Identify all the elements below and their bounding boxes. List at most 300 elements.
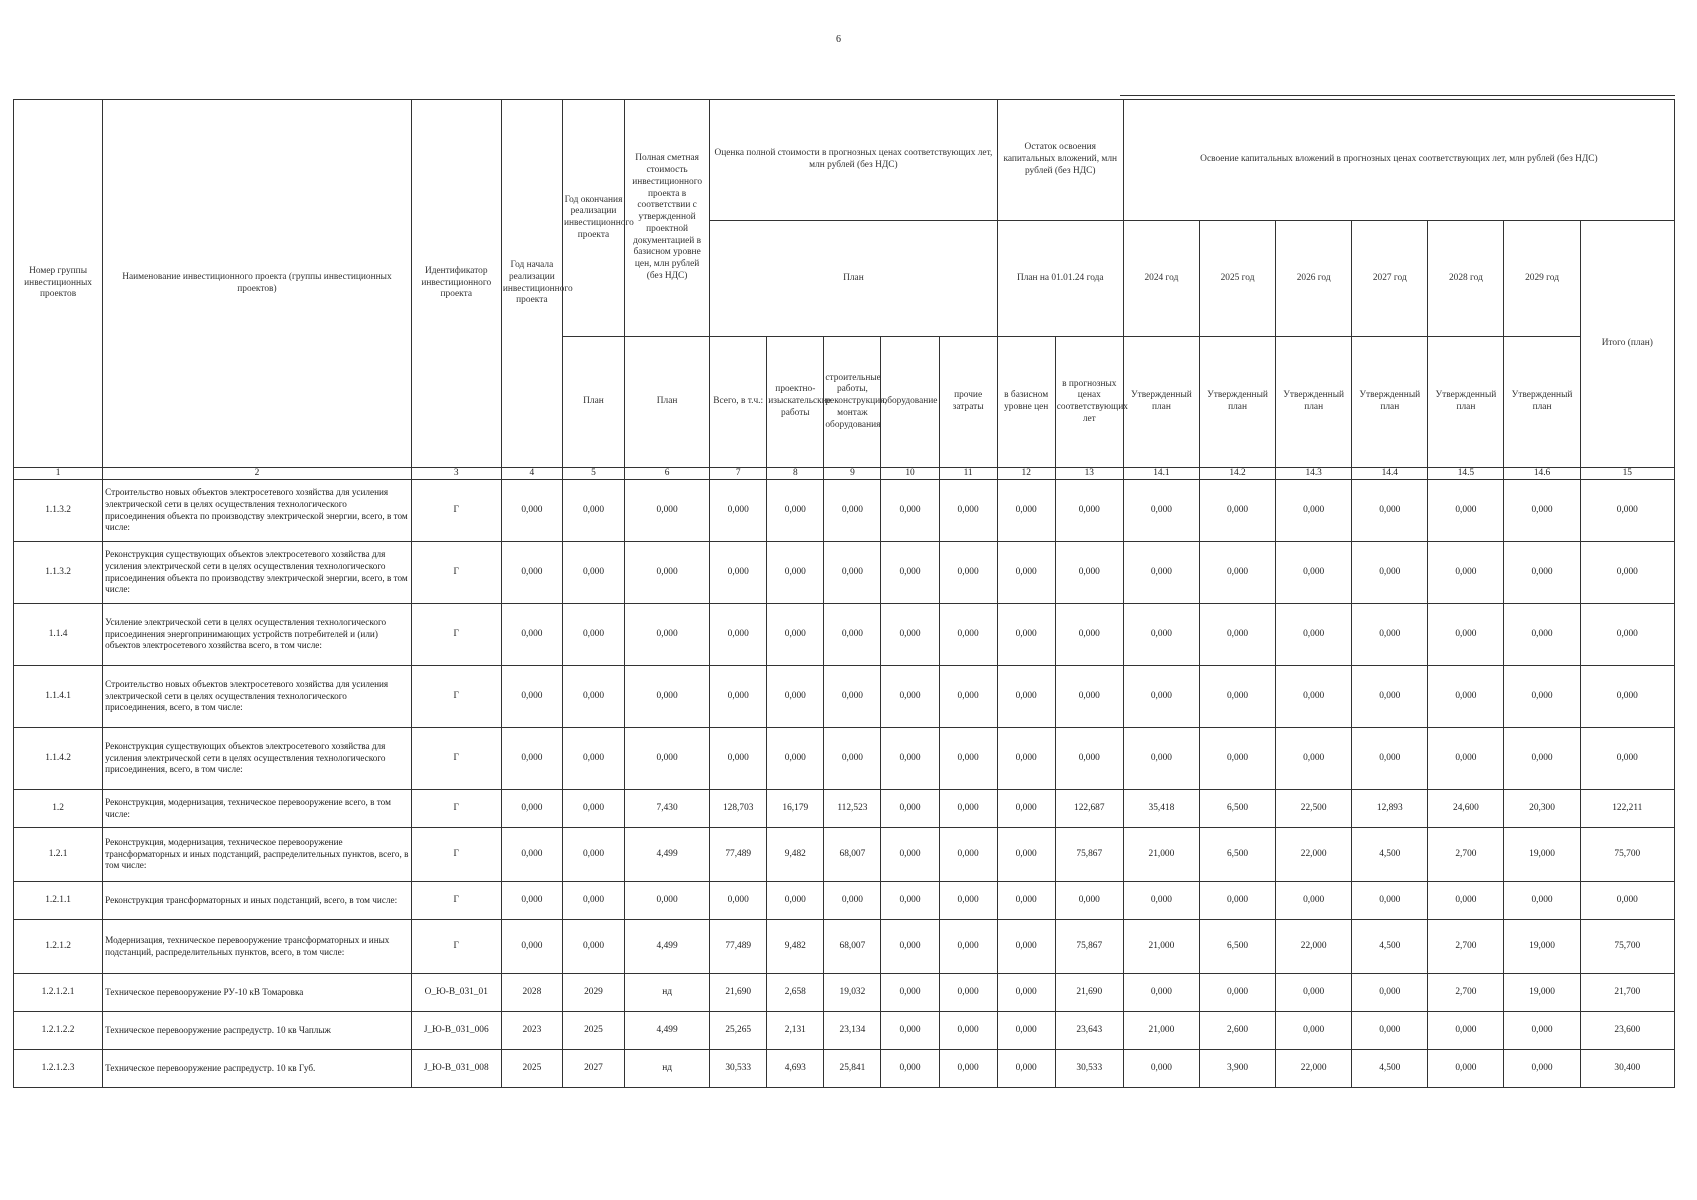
row-2027: 0,000 xyxy=(1352,666,1428,728)
row-name: Реконструкция трансформаторных и иных подстанций, всего, в том числе: xyxy=(103,882,412,920)
row-2025: 2,600 xyxy=(1199,1012,1275,1050)
table-body xyxy=(14,480,1675,1088)
row-basis: 0,000 xyxy=(997,790,1055,828)
header-plan: План xyxy=(710,221,997,337)
table-row xyxy=(14,974,1675,1012)
row-identifier: Г xyxy=(411,882,501,920)
row-name: Реконструкция существующих объектов электросетевого хозяйства для усиления электрической сети в целях осуществления технологического присоединения объекта по производству электрической энергии, всего, в том числе: xyxy=(103,542,412,604)
row-total: 122,211 xyxy=(1580,790,1674,828)
row-basis: 0,000 xyxy=(997,828,1055,882)
column-number: 11 xyxy=(939,468,997,480)
row-2026: 0,000 xyxy=(1276,542,1352,604)
row-2024: 0,000 xyxy=(1123,974,1199,1012)
row-construction: 68,007 xyxy=(824,920,881,974)
row-number: 1.1.4.1 xyxy=(14,666,103,728)
header-year-2029: 2029 год xyxy=(1504,221,1580,337)
row-2029: 0,000 xyxy=(1504,666,1580,728)
row-number: 1.1.3.2 xyxy=(14,542,103,604)
row-year-end: 0,000 xyxy=(562,728,624,790)
row-other: 0,000 xyxy=(939,666,997,728)
column-number: 14.5 xyxy=(1428,468,1504,480)
row-year-start: 0,000 xyxy=(501,790,562,828)
row-full-cost: 4,499 xyxy=(625,828,710,882)
row-full-cost: 0,000 xyxy=(625,882,710,920)
row-2025: 0,000 xyxy=(1199,666,1275,728)
row-forecast: 75,867 xyxy=(1055,920,1123,974)
column-number: 14.4 xyxy=(1352,468,1428,480)
row-year-end: 0,000 xyxy=(562,920,624,974)
header-construction: строительные работы, реконструкция, монтаж оборудования xyxy=(824,337,881,468)
row-design: 0,000 xyxy=(767,666,824,728)
row-2026: 22,500 xyxy=(1276,790,1352,828)
header-approved-2025: Утвержденный план xyxy=(1199,337,1275,468)
row-number: 1.1.4.2 xyxy=(14,728,103,790)
row-2028: 0,000 xyxy=(1428,666,1504,728)
row-equipment: 0,000 xyxy=(881,974,939,1012)
row-2024: 35,418 xyxy=(1123,790,1199,828)
top-rule xyxy=(1120,95,1675,96)
row-identifier: J_Ю-В_031_006 xyxy=(411,1012,501,1050)
row-2028: 0,000 xyxy=(1428,1050,1504,1088)
row-total: 30,400 xyxy=(1580,1050,1674,1088)
row-2029: 0,000 xyxy=(1504,1050,1580,1088)
row-year-end: 0,000 xyxy=(562,604,624,666)
row-design: 9,482 xyxy=(767,920,824,974)
row-construction: 23,134 xyxy=(824,1012,881,1050)
row-equipment: 0,000 xyxy=(881,882,939,920)
row-year-start: 2025 xyxy=(501,1050,562,1088)
row-full-cost: нд xyxy=(625,1050,710,1088)
row-total-incl: 0,000 xyxy=(710,604,767,666)
header-year-2028: 2028 год xyxy=(1428,221,1504,337)
table-row xyxy=(14,480,1675,542)
table-row xyxy=(14,882,1675,920)
column-number: 14.2 xyxy=(1199,468,1275,480)
row-basis: 0,000 xyxy=(997,1050,1055,1088)
row-2027: 12,893 xyxy=(1352,790,1428,828)
row-2025: 0,000 xyxy=(1199,882,1275,920)
row-other: 0,000 xyxy=(939,728,997,790)
row-other: 0,000 xyxy=(939,974,997,1012)
row-other: 0,000 xyxy=(939,480,997,542)
row-2026: 0,000 xyxy=(1276,604,1352,666)
row-2029: 19,000 xyxy=(1504,920,1580,974)
row-2024: 21,000 xyxy=(1123,920,1199,974)
row-2025: 0,000 xyxy=(1199,542,1275,604)
row-year-start: 0,000 xyxy=(501,728,562,790)
row-2028: 2,700 xyxy=(1428,974,1504,1012)
row-2029: 0,000 xyxy=(1504,728,1580,790)
row-other: 0,000 xyxy=(939,828,997,882)
header-name: Наименование инвестиционного проекта (группы инвестиционных проектов) xyxy=(103,100,412,468)
table-row xyxy=(14,1012,1675,1050)
row-equipment: 0,000 xyxy=(881,790,939,828)
row-year-end: 0,000 xyxy=(562,666,624,728)
row-design: 2,658 xyxy=(767,974,824,1012)
header-year-start: Год начала реализации инвестиционного проекта xyxy=(501,100,562,468)
column-number: 5 xyxy=(562,468,624,480)
row-identifier: Г xyxy=(411,542,501,604)
row-construction: 0,000 xyxy=(824,882,881,920)
row-forecast: 0,000 xyxy=(1055,480,1123,542)
row-name: Реконструкция, модернизация, техническое перевооружение трансформаторных и иных подстанций, распределительных пунктов, всего, в том числе: xyxy=(103,828,412,882)
table-row xyxy=(14,666,1675,728)
row-equipment: 0,000 xyxy=(881,920,939,974)
row-equipment: 0,000 xyxy=(881,828,939,882)
row-total-incl: 77,489 xyxy=(710,828,767,882)
column-number: 6 xyxy=(625,468,710,480)
header-approved-2029: Утвержденный план xyxy=(1504,337,1580,468)
row-design: 0,000 xyxy=(767,882,824,920)
row-identifier: О_Ю-В_031_01 xyxy=(411,974,501,1012)
row-construction: 112,523 xyxy=(824,790,881,828)
row-year-start: 2028 xyxy=(501,974,562,1012)
header-equipment: оборудование xyxy=(881,337,939,468)
row-year-start: 0,000 xyxy=(501,920,562,974)
row-2024: 0,000 xyxy=(1123,728,1199,790)
header-approved-2024: Утвержденный план xyxy=(1123,337,1199,468)
row-year-start: 2023 xyxy=(501,1012,562,1050)
header-year-2024: 2024 год xyxy=(1123,221,1199,337)
row-full-cost: 7,430 xyxy=(625,790,710,828)
row-2029: 0,000 xyxy=(1504,1012,1580,1050)
row-full-cost: 0,000 xyxy=(625,480,710,542)
row-forecast: 0,000 xyxy=(1055,882,1123,920)
row-total: 0,000 xyxy=(1580,542,1674,604)
row-construction: 0,000 xyxy=(824,666,881,728)
header-plan-col5: План xyxy=(562,337,624,468)
row-2025: 0,000 xyxy=(1199,974,1275,1012)
row-identifier: Г xyxy=(411,790,501,828)
header-remainder: Остаток освоения капитальных вложений, млн рублей (без НДС) xyxy=(997,100,1123,221)
row-2028: 0,000 xyxy=(1428,728,1504,790)
row-name: Строительство новых объектов электросетевого хозяйства для усиления электрической сети в целях осуществления технологического присоединения, всего, в том числе: xyxy=(103,666,412,728)
row-2027: 0,000 xyxy=(1352,882,1428,920)
row-name: Техническое перевооружение распредустр. 10 кв Чаплыж xyxy=(103,1012,412,1050)
table-row xyxy=(14,604,1675,666)
row-year-start: 0,000 xyxy=(501,480,562,542)
row-basis: 0,000 xyxy=(997,480,1055,542)
row-2026: 22,000 xyxy=(1276,828,1352,882)
row-equipment: 0,000 xyxy=(881,542,939,604)
row-forecast: 122,687 xyxy=(1055,790,1123,828)
row-2029: 19,000 xyxy=(1504,974,1580,1012)
row-design: 0,000 xyxy=(767,480,824,542)
row-2025: 0,000 xyxy=(1199,728,1275,790)
row-total: 0,000 xyxy=(1580,604,1674,666)
column-number: 7 xyxy=(710,468,767,480)
row-design: 0,000 xyxy=(767,542,824,604)
row-number: 1.2.1.2.2 xyxy=(14,1012,103,1050)
row-2026: 0,000 xyxy=(1276,974,1352,1012)
row-equipment: 0,000 xyxy=(881,1050,939,1088)
row-total: 75,700 xyxy=(1580,828,1674,882)
row-design: 16,179 xyxy=(767,790,824,828)
row-total-incl: 25,265 xyxy=(710,1012,767,1050)
row-design: 0,000 xyxy=(767,728,824,790)
row-forecast: 30,533 xyxy=(1055,1050,1123,1088)
header-design: проектно-изыскательские работы xyxy=(767,337,824,468)
row-equipment: 0,000 xyxy=(881,666,939,728)
column-number: 12 xyxy=(997,468,1055,480)
table-row xyxy=(14,728,1675,790)
row-2028: 0,000 xyxy=(1428,882,1504,920)
row-equipment: 0,000 xyxy=(881,1012,939,1050)
row-total: 0,000 xyxy=(1580,882,1674,920)
row-year-end: 0,000 xyxy=(562,790,624,828)
header-development: Освоение капитальных вложений в прогнозных ценах соответствующих лет, млн рублей (без НДС) xyxy=(1123,100,1674,221)
row-2029: 19,000 xyxy=(1504,828,1580,882)
row-total: 21,700 xyxy=(1580,974,1674,1012)
investment-table xyxy=(13,99,1675,1088)
row-total: 23,600 xyxy=(1580,1012,1674,1050)
row-basis: 0,000 xyxy=(997,666,1055,728)
header-total-plan: Итого (план) xyxy=(1580,221,1674,468)
column-number: 13 xyxy=(1055,468,1123,480)
row-name: Реконструкция, модернизация, техническое перевооружение всего, в том числе: xyxy=(103,790,412,828)
row-total-incl: 0,000 xyxy=(710,542,767,604)
table-row xyxy=(14,542,1675,604)
row-full-cost: 0,000 xyxy=(625,542,710,604)
row-identifier: Г xyxy=(411,666,501,728)
row-2028: 0,000 xyxy=(1428,604,1504,666)
row-year-start: 0,000 xyxy=(501,666,562,728)
row-total: 75,700 xyxy=(1580,920,1674,974)
row-2025: 6,500 xyxy=(1199,920,1275,974)
row-identifier: Г xyxy=(411,920,501,974)
row-total-incl: 0,000 xyxy=(710,728,767,790)
row-basis: 0,000 xyxy=(997,974,1055,1012)
column-number: 14.6 xyxy=(1504,468,1580,480)
column-numbers-row xyxy=(14,468,1675,480)
header-approved-2028: Утвержденный план xyxy=(1428,337,1504,468)
row-year-start: 0,000 xyxy=(501,542,562,604)
row-2027: 4,500 xyxy=(1352,920,1428,974)
row-2026: 0,000 xyxy=(1276,480,1352,542)
row-forecast: 0,000 xyxy=(1055,666,1123,728)
row-equipment: 0,000 xyxy=(881,728,939,790)
row-total: 0,000 xyxy=(1580,666,1674,728)
header-approved-2027: Утвержденный план xyxy=(1352,337,1428,468)
row-construction: 25,841 xyxy=(824,1050,881,1088)
row-other: 0,000 xyxy=(939,920,997,974)
row-total-incl: 30,533 xyxy=(710,1050,767,1088)
row-design: 2,131 xyxy=(767,1012,824,1050)
row-basis: 0,000 xyxy=(997,1012,1055,1050)
row-number: 1.2.1.2 xyxy=(14,920,103,974)
row-2024: 0,000 xyxy=(1123,542,1199,604)
row-basis: 0,000 xyxy=(997,542,1055,604)
page-number: 6 xyxy=(836,34,841,45)
row-2027: 0,000 xyxy=(1352,1012,1428,1050)
row-forecast: 75,867 xyxy=(1055,828,1123,882)
row-forecast: 0,000 xyxy=(1055,604,1123,666)
row-2028: 0,000 xyxy=(1428,1012,1504,1050)
row-full-cost: 0,000 xyxy=(625,604,710,666)
column-number: 8 xyxy=(767,468,824,480)
row-year-end: 0,000 xyxy=(562,828,624,882)
row-2029: 20,300 xyxy=(1504,790,1580,828)
table-row xyxy=(14,828,1675,882)
header-year-2026: 2026 год xyxy=(1276,221,1352,337)
row-other: 0,000 xyxy=(939,790,997,828)
row-2024: 21,000 xyxy=(1123,1012,1199,1050)
row-total-incl: 0,000 xyxy=(710,882,767,920)
row-2027: 4,500 xyxy=(1352,1050,1428,1088)
row-total-incl: 77,489 xyxy=(710,920,767,974)
row-number: 1.2.1.2.1 xyxy=(14,974,103,1012)
row-identifier: Г xyxy=(411,828,501,882)
header-group-no: Номер группы инвестиционных проектов xyxy=(14,100,103,468)
row-basis: 0,000 xyxy=(997,728,1055,790)
row-forecast: 0,000 xyxy=(1055,542,1123,604)
row-design: 0,000 xyxy=(767,604,824,666)
row-construction: 68,007 xyxy=(824,828,881,882)
column-number: 4 xyxy=(501,468,562,480)
header-other: прочие затраты xyxy=(939,337,997,468)
row-2028: 2,700 xyxy=(1428,828,1504,882)
row-number: 1.2.1.1 xyxy=(14,882,103,920)
row-design: 9,482 xyxy=(767,828,824,882)
row-2025: 6,500 xyxy=(1199,790,1275,828)
row-year-end: 0,000 xyxy=(562,542,624,604)
row-2026: 0,000 xyxy=(1276,882,1352,920)
row-2026: 22,000 xyxy=(1276,1050,1352,1088)
row-construction: 0,000 xyxy=(824,542,881,604)
row-other: 0,000 xyxy=(939,542,997,604)
row-construction: 19,032 xyxy=(824,974,881,1012)
row-total-incl: 128,703 xyxy=(710,790,767,828)
row-2025: 6,500 xyxy=(1199,828,1275,882)
row-number: 1.2.1 xyxy=(14,828,103,882)
header-identifier: Идентификатор инвестиционного проекта xyxy=(411,100,501,468)
header-basis: в базисном уровне цен xyxy=(997,337,1055,468)
row-design: 4,693 xyxy=(767,1050,824,1088)
row-2024: 0,000 xyxy=(1123,480,1199,542)
column-number: 9 xyxy=(824,468,881,480)
header-approved-2026: Утвержденный план xyxy=(1276,337,1352,468)
row-2024: 21,000 xyxy=(1123,828,1199,882)
row-total: 0,000 xyxy=(1580,480,1674,542)
row-forecast: 0,000 xyxy=(1055,728,1123,790)
row-2027: 0,000 xyxy=(1352,974,1428,1012)
header-year-2025: 2025 год xyxy=(1199,221,1275,337)
row-year-end: 2029 xyxy=(562,974,624,1012)
row-2029: 0,000 xyxy=(1504,480,1580,542)
table-row xyxy=(14,1050,1675,1088)
row-identifier: Г xyxy=(411,604,501,666)
row-number: 1.2 xyxy=(14,790,103,828)
row-2026: 0,000 xyxy=(1276,666,1352,728)
row-year-end: 2027 xyxy=(562,1050,624,1088)
row-basis: 0,000 xyxy=(997,920,1055,974)
row-number: 1.1.4 xyxy=(14,604,103,666)
row-identifier: J_Ю-В_031_008 xyxy=(411,1050,501,1088)
row-year-end: 0,000 xyxy=(562,480,624,542)
row-name: Техническое перевооружение РУ-10 кВ Томаровка xyxy=(103,974,412,1012)
row-2024: 0,000 xyxy=(1123,666,1199,728)
row-name: Модернизация, техническое перевооружение трансформаторных и иных подстанций, распределительных пунктов, всего, в том числе: xyxy=(103,920,412,974)
row-year-start: 0,000 xyxy=(501,604,562,666)
header-year-2027: 2027 год xyxy=(1352,221,1428,337)
row-2027: 0,000 xyxy=(1352,604,1428,666)
row-full-cost: нд xyxy=(625,974,710,1012)
row-total-incl: 0,000 xyxy=(710,480,767,542)
row-basis: 0,000 xyxy=(997,882,1055,920)
row-forecast: 23,643 xyxy=(1055,1012,1123,1050)
row-2025: 0,000 xyxy=(1199,480,1275,542)
row-2029: 0,000 xyxy=(1504,604,1580,666)
row-full-cost: 4,499 xyxy=(625,1012,710,1050)
row-total-incl: 21,690 xyxy=(710,974,767,1012)
row-other: 0,000 xyxy=(939,1012,997,1050)
row-other: 0,000 xyxy=(939,1050,997,1088)
row-equipment: 0,000 xyxy=(881,604,939,666)
header-estimate: Оценка полной стоимости в прогнозных ценах соответствующих лет, млн рублей (без НДС) xyxy=(710,100,997,221)
row-2029: 0,000 xyxy=(1504,542,1580,604)
row-name: Реконструкция существующих объектов электросетевого хозяйства для усиления электрической сети в целях осуществления технологического присоединения, всего, в том числе: xyxy=(103,728,412,790)
row-year-end: 0,000 xyxy=(562,882,624,920)
row-2024: 0,000 xyxy=(1123,882,1199,920)
row-construction: 0,000 xyxy=(824,480,881,542)
column-number: 14.1 xyxy=(1123,468,1199,480)
table-row xyxy=(14,790,1675,828)
column-number: 1 xyxy=(14,468,103,480)
row-full-cost: 4,499 xyxy=(625,920,710,974)
row-number: 1.2.1.2.3 xyxy=(14,1050,103,1088)
row-other: 0,000 xyxy=(939,882,997,920)
header-year-end: Год окончания реализации инвестиционного проекта xyxy=(562,100,624,337)
header-plan-col6: План xyxy=(625,337,710,468)
row-2029: 0,000 xyxy=(1504,882,1580,920)
row-other: 0,000 xyxy=(939,604,997,666)
column-number: 15 xyxy=(1580,468,1674,480)
header-total-incl: Всего, в т.ч.: xyxy=(710,337,767,468)
row-2026: 0,000 xyxy=(1276,728,1352,790)
row-2027: 0,000 xyxy=(1352,542,1428,604)
row-2028: 0,000 xyxy=(1428,480,1504,542)
table-row xyxy=(14,920,1675,974)
row-2028: 24,600 xyxy=(1428,790,1504,828)
header-full-cost: Полная сметная стоимость инвестиционного проекта в соответствии с утвержденной проектной документацией в базисном уровне цен, млн рублей (без НДС) xyxy=(625,100,710,337)
row-basis: 0,000 xyxy=(997,604,1055,666)
row-year-start: 0,000 xyxy=(501,882,562,920)
row-construction: 0,000 xyxy=(824,728,881,790)
row-2026: 0,000 xyxy=(1276,1012,1352,1050)
row-equipment: 0,000 xyxy=(881,480,939,542)
row-year-start: 0,000 xyxy=(501,828,562,882)
row-construction: 0,000 xyxy=(824,604,881,666)
row-full-cost: 0,000 xyxy=(625,666,710,728)
row-2027: 0,000 xyxy=(1352,728,1428,790)
row-2028: 2,700 xyxy=(1428,920,1504,974)
row-full-cost: 0,000 xyxy=(625,728,710,790)
header-plan-0101: План на 01.01.24 года xyxy=(997,221,1123,337)
row-2024: 0,000 xyxy=(1123,1050,1199,1088)
row-2027: 0,000 xyxy=(1352,480,1428,542)
row-2028: 0,000 xyxy=(1428,542,1504,604)
row-2025: 3,900 xyxy=(1199,1050,1275,1088)
column-number: 3 xyxy=(411,468,501,480)
row-name: Техническое перевооружение распредустр. 10 кв Губ. xyxy=(103,1050,412,1088)
row-forecast: 21,690 xyxy=(1055,974,1123,1012)
row-total: 0,000 xyxy=(1580,728,1674,790)
row-2025: 0,000 xyxy=(1199,604,1275,666)
row-year-end: 2025 xyxy=(562,1012,624,1050)
row-2026: 22,000 xyxy=(1276,920,1352,974)
row-total-incl: 0,000 xyxy=(710,666,767,728)
row-2027: 4,500 xyxy=(1352,828,1428,882)
